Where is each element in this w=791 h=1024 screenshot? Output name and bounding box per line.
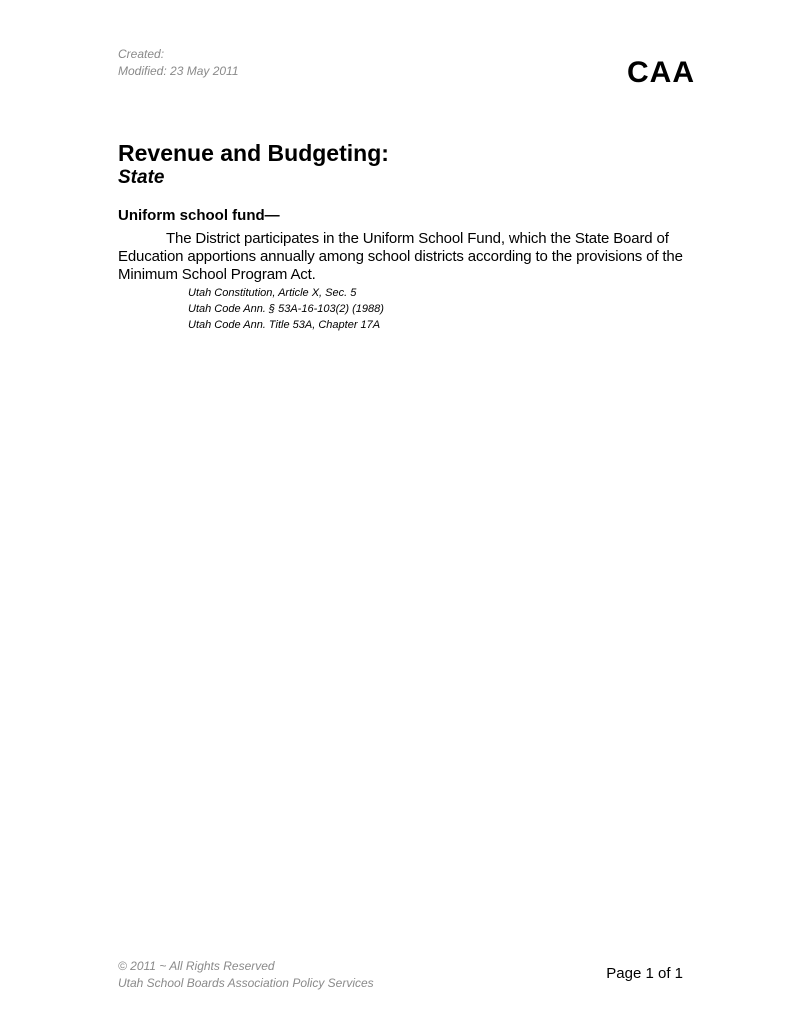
citation-item: Utah Constitution, Article X, Sec. 5 (188, 287, 357, 299)
section-paragraph: The District participates in the Uniform School Fund, which the State Board of Education apportions annually among school districts according to the provisions of the Minimum School Program Act. (118, 230, 683, 283)
organization-name: Utah School Boards Association Policy Services (118, 976, 374, 990)
citation-item: Utah Code Ann. Title 53A, Chapter 17A (188, 319, 381, 331)
page-number: Page 1 of 1 (606, 965, 683, 982)
citation-item: Utah Code Ann. § 53A-16-103(2) (1988) (188, 303, 384, 315)
policy-code: CAA (627, 56, 695, 89)
created-label: Created: (118, 47, 165, 61)
copyright-text: © 2011 ~ All Rights Reserved (118, 959, 275, 973)
document-metadata (118, 46, 239, 80)
page-title: Revenue and Budgeting: (118, 140, 389, 166)
policy-section (118, 207, 698, 333)
modified-date: Modified: 23 May 2011 (118, 64, 239, 78)
footer-credits (118, 958, 374, 992)
section-heading: Uniform school fund— (118, 207, 280, 224)
citation-list (188, 285, 698, 333)
page-subtitle: State (118, 167, 165, 188)
